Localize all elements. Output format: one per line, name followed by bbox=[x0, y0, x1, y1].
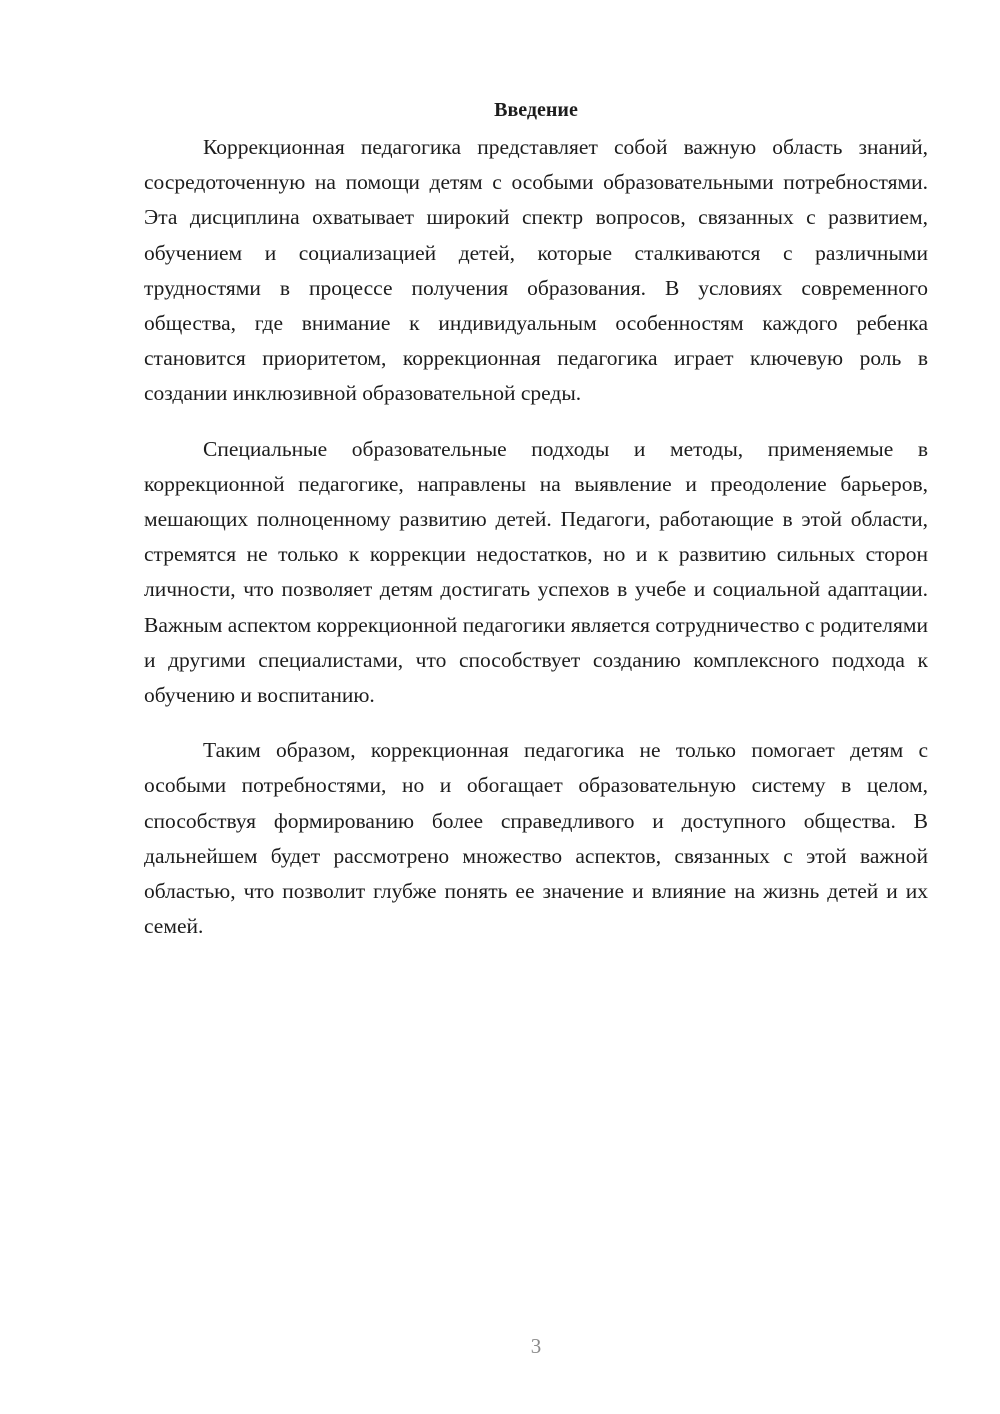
paragraph-2: Специальные образовательные подходы и методы, применяемые в коррекционной педагогике, направлены на выявление и преодоление барьеров, мешающих полноценному развитию детей. Педагоги, работающие в этой области, стремятся не только к коррекции недостатков, но и к развитию сильных сторон личности, что позволяет детям достигать успехов в учебе и социальной адаптации. Важным аспектом коррекционной педагогики является сотрудничество с родителями и другими специалистами, что способствует созданию комплексного подхода к обучению и воспитанию. bbox=[144, 436, 928, 708]
section-title: Введение bbox=[494, 99, 578, 121]
page-number: 3 bbox=[530, 1334, 542, 1358]
paragraph-1: Коррекционная педагогика представляет собой важную область знаний, сосредоточенную на помощи детям с особыми образовательными потребностями. Эта дисциплина охватывает широкий спектр вопросов, связанных с развитием, обучением и социализацией детей, которые сталкиваются с различными трудностями в процессе получения образования. В условиях современного общества, где внимание к индивидуальным особенностям каждого ребенка становится приоритетом, коррекционная педагогика играет ключевую роль в создании инклюзивной образовательной среды. bbox=[144, 135, 928, 406]
paragraph-3: Таким образом, коррекционная педагогика не только помогает детям с особыми потребностями, но и обогащает образовательную систему в целом, способствуя формированию более справедливого и доступного общества. В дальнейшем будет рассмотрено множество аспектов, связанных с этой важной областью, что позволит глубже понять ее значение и влияние на жизнь детей и их семей. bbox=[144, 738, 928, 939]
page-content bbox=[144, 92, 928, 964]
